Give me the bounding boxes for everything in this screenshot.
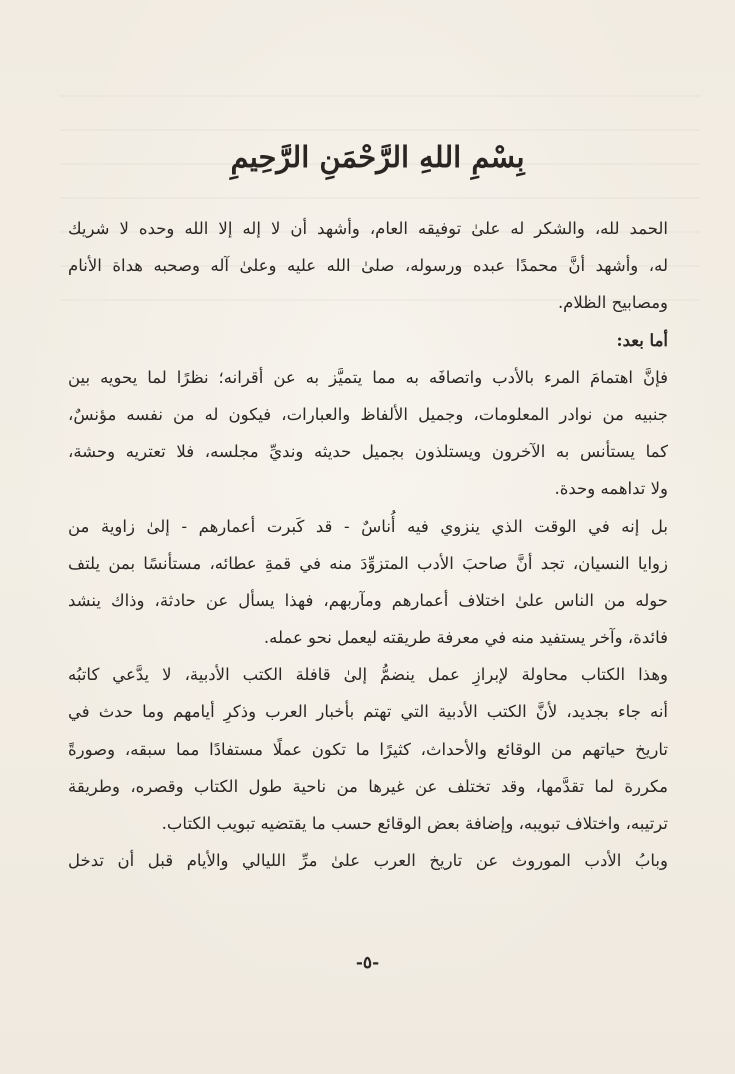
text-line: ولا تداهمه وحدة. <box>554 479 668 499</box>
page-number: -٥- <box>355 953 380 973</box>
text-line: الحمد لله، والشكر له علىٰ توفيقه العام، وأشهد أن لا إله إلا الله وحده لا شريك <box>68 219 668 238</box>
section-heading: أما بعد: <box>616 330 668 350</box>
text-line: حوله من الناس علىٰ اختلاف أعمارهم ومآربهم، فهذا يسأل عن حادثة، وذاك ينشد <box>68 590 668 610</box>
basmala-calligraphy: بِسْمِ اللهِ الرَّحْمَنِ الرَّحِيمِ <box>230 140 525 174</box>
text-line: وهذا الكتاب محاولة لإبرازِ عمل ينضمُّ إلىٰ قافلة الكتب الأدبية، لا يدَّعي كاتبُه <box>68 665 668 685</box>
text-line: فائدة، وآخر يستفيد منه في معرفة طريقته ليعمل نحو عمله. <box>263 628 668 648</box>
text-line: أنه جاء بجديد، لأنَّ الكتب الأدبية التي تهتم بأخبار العرب وذكرِ أيامهم وما حدث في <box>68 702 668 722</box>
text-line: فإنَّ اهتمامَ المرء بالأدب واتصافَه به مما يتميَّز به عن أقرانه؛ نظرًا لما يحويه بين <box>68 367 668 387</box>
text-line: جنبيه من نوادر المعلومات، وجميل الألفاظ والعبارات، فيكون له من نفسه مؤنسٌ، <box>68 404 668 424</box>
text-line: تاريخ حياتهم من الوقائع والأحداث، كثيرًا ما تكون عملًا مستفادًا مما سبقه، وصورةً <box>68 739 668 759</box>
text-line: ترتيبه، واختلاف تبويبه، وإضافة بعض الوقائع حسب ما يقتضيه تبويب الكتاب. <box>161 814 668 833</box>
text-line: زوايا النسيان، تجد أنَّ صاحبَ الأدب المتزوِّدَ منه في قمةِ عطائه، مستأنسًا بمن يلتف <box>68 553 668 573</box>
text-line: كما يستأنس به الآخرون ويستلذون بجميل حديثه ونديِّ مجلسه، فلا تعتريه وحشة، <box>68 442 668 462</box>
text-line: مكررة لما تقدَّمها، وقد تختلف عن غيرها من ناحية طول الكتاب وقصره، وطريقة <box>68 776 668 796</box>
text-line: له، وأشهد أنَّ محمدًا عبده ورسوله، صلىٰ الله عليه وعلىٰ آله وصحبه هداة الأنام <box>68 256 668 276</box>
text-line: ومصابيح الظلام. <box>557 293 668 313</box>
body-text <box>68 210 668 879</box>
text-line: بل إنه في الوقت الذي ينزوي فيه أُناسٌ - قد كَبرت أعمارهم - إلىٰ زاوية من <box>68 516 668 536</box>
text-line: وبابُ الأدب الموروث عن تاريخ العرب علىٰ مرِّ الليالي والأيام قبل أن تدخل <box>68 851 668 871</box>
